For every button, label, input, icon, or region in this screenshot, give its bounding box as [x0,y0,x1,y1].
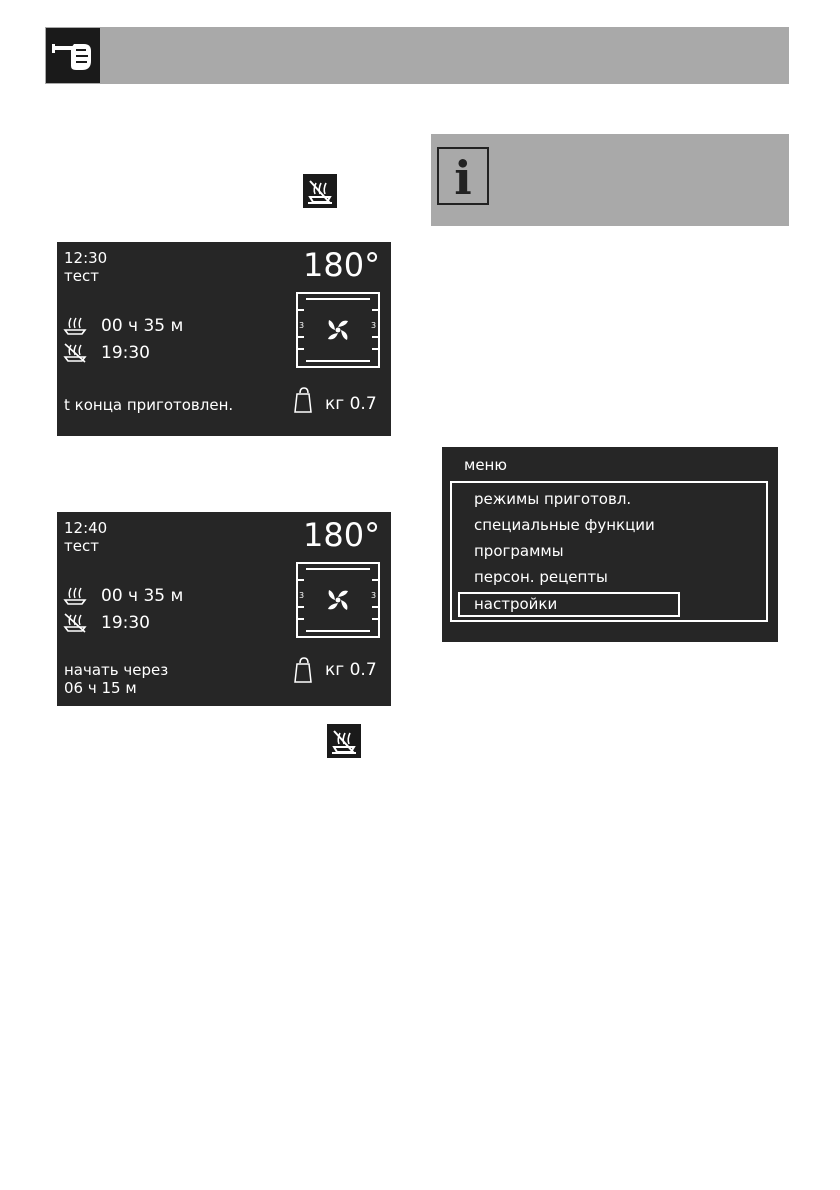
weight-icon [294,657,312,683]
pointing-hand-icon [46,28,100,83]
menu-item-personal-recipes[interactable]: персон. рецепты [474,568,608,586]
shelf-level-left: 3 [299,591,305,600]
weight-icon [294,387,312,413]
oven-cavity-icon [296,292,380,368]
status-text: начать через [64,661,169,679]
fan-icon [328,590,348,610]
end-cooking-icon [327,724,361,758]
weight-value: кг 0.7 [325,660,377,680]
end-cooking-icon [64,343,86,363]
end-cooking-icon [64,613,86,633]
cooking-duration: 00 ч 35 м [101,586,184,606]
menu-item-programs[interactable]: программы [474,542,564,560]
menu-item-settings[interactable]: настройки [458,592,680,617]
weight-value: кг 0.7 [325,394,377,414]
page-header-bar [45,27,789,84]
recipe-name: тест [64,267,99,285]
shelf-level-right: 3 [371,321,377,330]
menu-item-special-functions[interactable]: специальные функции [474,516,655,534]
cooking-duration-icon [64,316,86,336]
status-countdown: 06 ч 15 м [64,679,137,697]
menu-item-cooking-modes[interactable]: режимы приготовл. [474,490,632,508]
fan-icon [328,320,348,340]
clock-time: 12:30 [64,249,108,267]
end-time: 19:30 [101,613,150,633]
clock-time: 12:40 [64,519,108,537]
shelf-level-left: 3 [299,321,305,330]
end-time: 19:30 [101,343,150,363]
recipe-name: тест [64,537,99,555]
menu-display [442,447,778,642]
cooking-duration: 00 ч 35 м [101,316,184,336]
oven-display-end-time [57,242,391,436]
menu-title: меню [464,456,507,474]
cooking-duration-icon [64,586,86,606]
temperature-value: 180° [303,516,381,554]
oven-cavity-icon [296,562,380,638]
info-box [431,134,789,226]
status-text: t конца приготовлен. [64,396,234,414]
shelf-level-right: 3 [371,591,377,600]
end-cooking-icon [303,174,337,208]
info-icon: i [437,147,489,205]
temperature-value: 180° [303,246,381,284]
oven-display-delayed-start [57,512,391,706]
